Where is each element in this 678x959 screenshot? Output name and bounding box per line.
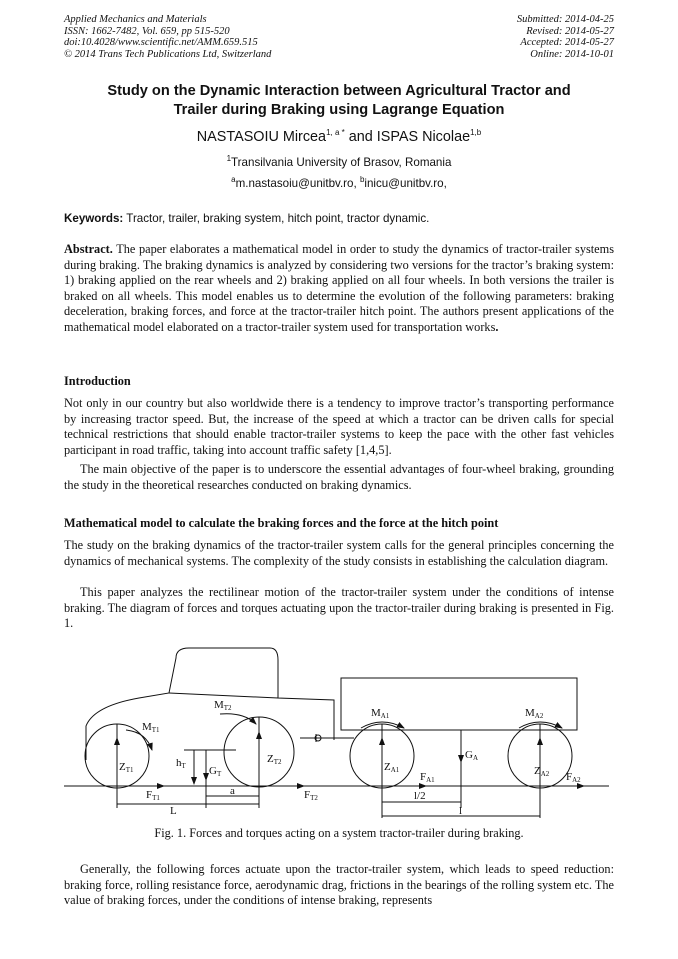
date-submitted: Submitted: 2014-04-25 — [516, 14, 614, 25]
label-fa1: FA1 — [420, 771, 435, 784]
affiliation — [0, 156, 678, 169]
journal-copyright: © 2014 Trans Tech Publications Ltd, Switzerland — [64, 48, 272, 60]
figure-1-diagram — [64, 638, 614, 823]
paper-title — [40, 82, 638, 120]
email-a-mark: a — [231, 175, 236, 185]
label-ht: hT — [176, 757, 186, 770]
author-1-marks: 1, a * — [326, 128, 345, 138]
author-emails — [0, 177, 678, 190]
closing-paragraph: Generally, the following forces actuate upon the tractor-trailer system, which leads to speed reduction: braking force, rolling resistance force, aerodynamic drag, frictions in the bearings of the rolling system etc. The value of braking forces, under the conditions of intense braking, represents — [64, 862, 614, 907]
label-mt2: MT2 — [214, 699, 232, 712]
label-fa2: FA2 — [566, 771, 581, 784]
figure-1-caption: Fig. 1. Forces and torques acting on a system tractor-trailer during braking. — [154, 826, 524, 840]
journal-doi: doi:10.4028/www.scientific.net/AMM.659.515 — [64, 37, 258, 48]
submission-dates — [517, 14, 614, 60]
label-ma2: MA2 — [525, 707, 544, 720]
email-a: m.nastasoiu@unitbv.ro, — [235, 177, 360, 190]
author-list — [0, 129, 678, 145]
label-za2: ZA2 — [534, 765, 550, 778]
label-dim-l-half: l/2 — [414, 790, 426, 802]
abstract — [64, 242, 614, 335]
label-dim-a: a — [230, 785, 235, 797]
date-revised: Revised: 2014-05-27 — [526, 25, 614, 37]
label-ft2: FT2 — [304, 789, 318, 802]
author-2-marks: 1,b — [470, 128, 482, 138]
torque-mt2-arc — [220, 714, 256, 724]
affiliation-text: Transilvania University of Brasov, Romania — [231, 156, 452, 169]
label-ft1: FT1 — [146, 789, 160, 802]
keywords-text: Tractor, trailer, braking system, hitch point, tractor dynamic. — [123, 212, 430, 225]
label-dim-l: L — [170, 805, 177, 817]
introduction-paragraph-2: The main objective of the paper is to underscore the essential advantages of four-wheel braking, grounding the study in the theoretical researches conducted on braking dynamics. — [64, 462, 614, 492]
introduction-heading: Introduction — [64, 374, 131, 388]
label-dim-l-trailer: l — [459, 805, 463, 817]
label-zt2: ZT2 — [267, 753, 282, 766]
date-online: Online: 2014-10-01 — [530, 48, 614, 60]
keywords — [64, 212, 614, 225]
abstract-text: The paper elaborates a mathematical model in order to study the dynamics of tractor-trailer systems during braking. The braking dynamics is analyzed by considering two versions for the tractor’s braking system: 1) braking applied on the rear wheels and 2) braking applied on all four wheels. In both versions the trailer is braked on all wheels. This model enables us to determine the evolution of the following parameters: braking deceleration, braking forces, and force at the tractor-trailer hitch point. The authors present applications of the mathematical model elaborated on a tractor-trailer system used for transportation works — [64, 242, 614, 334]
journal-info — [64, 14, 271, 60]
model-heading: Mathematical model to calculate the braking forces and the force at the hitch point — [64, 516, 499, 530]
author-1: NASTASOIU Mircea — [196, 129, 327, 145]
label-zt1: ZT1 — [119, 761, 134, 774]
model-paragraph-1: The study on the braking dynamics of the tractor-trailer system calls for the general principles concerning the dynamics of mechanical systems. The complexity of the study consists in establishing the calculation diagram. — [64, 538, 614, 568]
title-line-2: Trailer during Braking using Lagrange Equation — [173, 102, 505, 118]
model-paragraph-2: This paper analyzes the rectilinear motion of the tractor-trailer system under the conditions of intense braking. The diagram of forces and torques actuating upon the tractor-trailer during braking is presented in Fig. 1. — [64, 585, 614, 630]
label-ma1: MA1 — [371, 707, 390, 720]
label-za1: ZA1 — [384, 761, 400, 774]
affiliation-mark: 1 — [226, 154, 232, 164]
journal-name: Applied Mechanics and Materials — [64, 14, 207, 25]
author-conjunction: and — [344, 129, 377, 145]
title-line-1: Study on the Dynamic Interaction between Agricultural Tractor and — [107, 83, 571, 99]
email-b: inicu@unitbv.ro, — [364, 177, 447, 190]
abstract-end: . — [495, 319, 499, 334]
tractor-body — [86, 648, 334, 760]
label-mt1: MT1 — [142, 721, 160, 734]
author-2: ISPAS Nicolae — [376, 129, 471, 145]
introduction-paragraph-1: Not only in our country but also worldwide there is a tendency to improve tractor’s transporting performance by increasing tractor speed. But, the increase of the speed at which a tractor can be driven calls for special technical restrictions that should enable tractor-trailer systems to keep the pace with the other fast vehicles participant in road traffic, taking into account traffic safety [1,4,5]. — [64, 396, 614, 457]
keywords-label: Keywords: — [64, 212, 124, 225]
email-b-mark: b — [359, 175, 365, 185]
abstract-label: Abstract. — [64, 242, 113, 256]
label-gt: GT — [209, 765, 222, 778]
label-ga: GA — [465, 749, 479, 762]
journal-issn: ISSN: 1662-7482, Vol. 659, pp 515-520 — [64, 25, 230, 37]
tractor-hood-line — [169, 693, 278, 698]
date-accepted: Accepted: 2014-05-27 — [520, 37, 614, 48]
